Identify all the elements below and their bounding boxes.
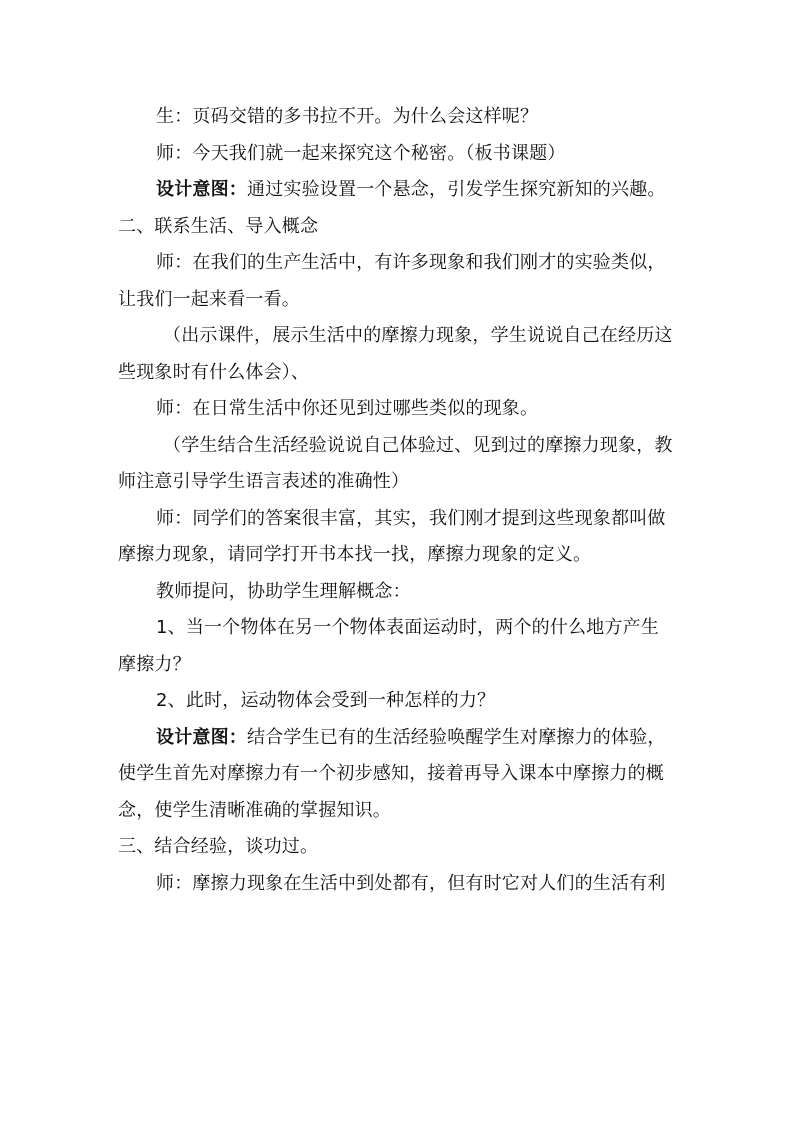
paragraph-line (118, 136, 678, 173)
paragraph-line (118, 756, 678, 793)
section-heading (118, 209, 678, 246)
line-text: 教师提问，协助学生理解概念： (156, 580, 411, 602)
line-text: 三、结合经验，谈功过。 (118, 836, 319, 857)
paragraph-line (118, 428, 678, 465)
paragraph-line (118, 647, 678, 684)
paragraph-line (118, 172, 678, 209)
line-text: 师注意引导学生语言表述的准确性） (118, 471, 410, 492)
line-text: 通过实验设置一个悬念，引发学生探究新知的兴趣。 (247, 179, 666, 200)
line-text: 师：今天我们就一起来探究这个秘密。（板书课题） (156, 142, 566, 164)
line-text: 念，使学生清晰准确的掌握知识。 (118, 799, 391, 821)
paragraph-line (118, 793, 678, 830)
line-text: 1、当一个物体在另一个物体表面运动时，两个的什么地方产生 (156, 617, 660, 638)
line-text: 摩擦力现象，请同学打开书本找一找，摩擦力现象的定义。 (118, 544, 592, 565)
paragraph-line (118, 245, 678, 282)
line-text: 摩擦力？ (118, 653, 191, 675)
paragraph-line (118, 464, 678, 501)
paragraph-line (118, 355, 678, 392)
line-text: （学生结合生活经验说说自己体验过、见到过的摩擦力现象，教 (163, 434, 673, 456)
paragraph-line (118, 537, 678, 574)
line-text: 些现象时有什么体会）、 (118, 361, 310, 383)
line-text: 师：摩擦力现象在生活中到处都有，但有时它对人们的生活有利 (156, 872, 666, 894)
paragraph-line (118, 683, 678, 720)
line-text: 二、联系生活、导入概念 (118, 215, 319, 237)
line-text: 师：在日常生活中你还见到过哪些类似的现象。 (156, 398, 539, 419)
paragraph-line (118, 282, 678, 319)
line-text: 师：同学们的答案很丰富，其实，我们刚才提到这些现象都叫做 (156, 507, 666, 529)
document-body (118, 99, 678, 902)
design-intent-label: 设计意图： (156, 179, 247, 200)
paragraph-line (118, 866, 678, 903)
paragraph-line (118, 99, 678, 136)
line-text: （出示课件，展示生活中的摩擦力现象，学生说说自己在经历这 (163, 325, 673, 346)
paragraph-line (118, 391, 678, 428)
paragraph-line (118, 720, 678, 757)
line-text: 让我们一起来看一看。 (118, 288, 300, 310)
section-heading (118, 829, 678, 866)
line-text: 结合学生已有的生活经验唤醒学生对摩擦力的体验， (247, 726, 666, 748)
paragraph-line (118, 574, 678, 611)
paragraph-line (118, 318, 678, 355)
paragraph-line (118, 610, 678, 647)
line-text: 2、此时，运动物体会受到一种怎样的力？ (156, 690, 496, 711)
line-text: 师：在我们的生产生活中，有许多现象和我们刚才的实验类似， (156, 252, 666, 273)
line-text: 使学生首先对摩擦力有一个初步感知，接着再导入课本中摩擦力的概 (118, 763, 664, 784)
paragraph-line (118, 501, 678, 538)
design-intent-label: 设计意图： (156, 726, 247, 748)
line-text: 生：页码交错的多书拉不开。为什么会这样呢？ (156, 106, 539, 127)
